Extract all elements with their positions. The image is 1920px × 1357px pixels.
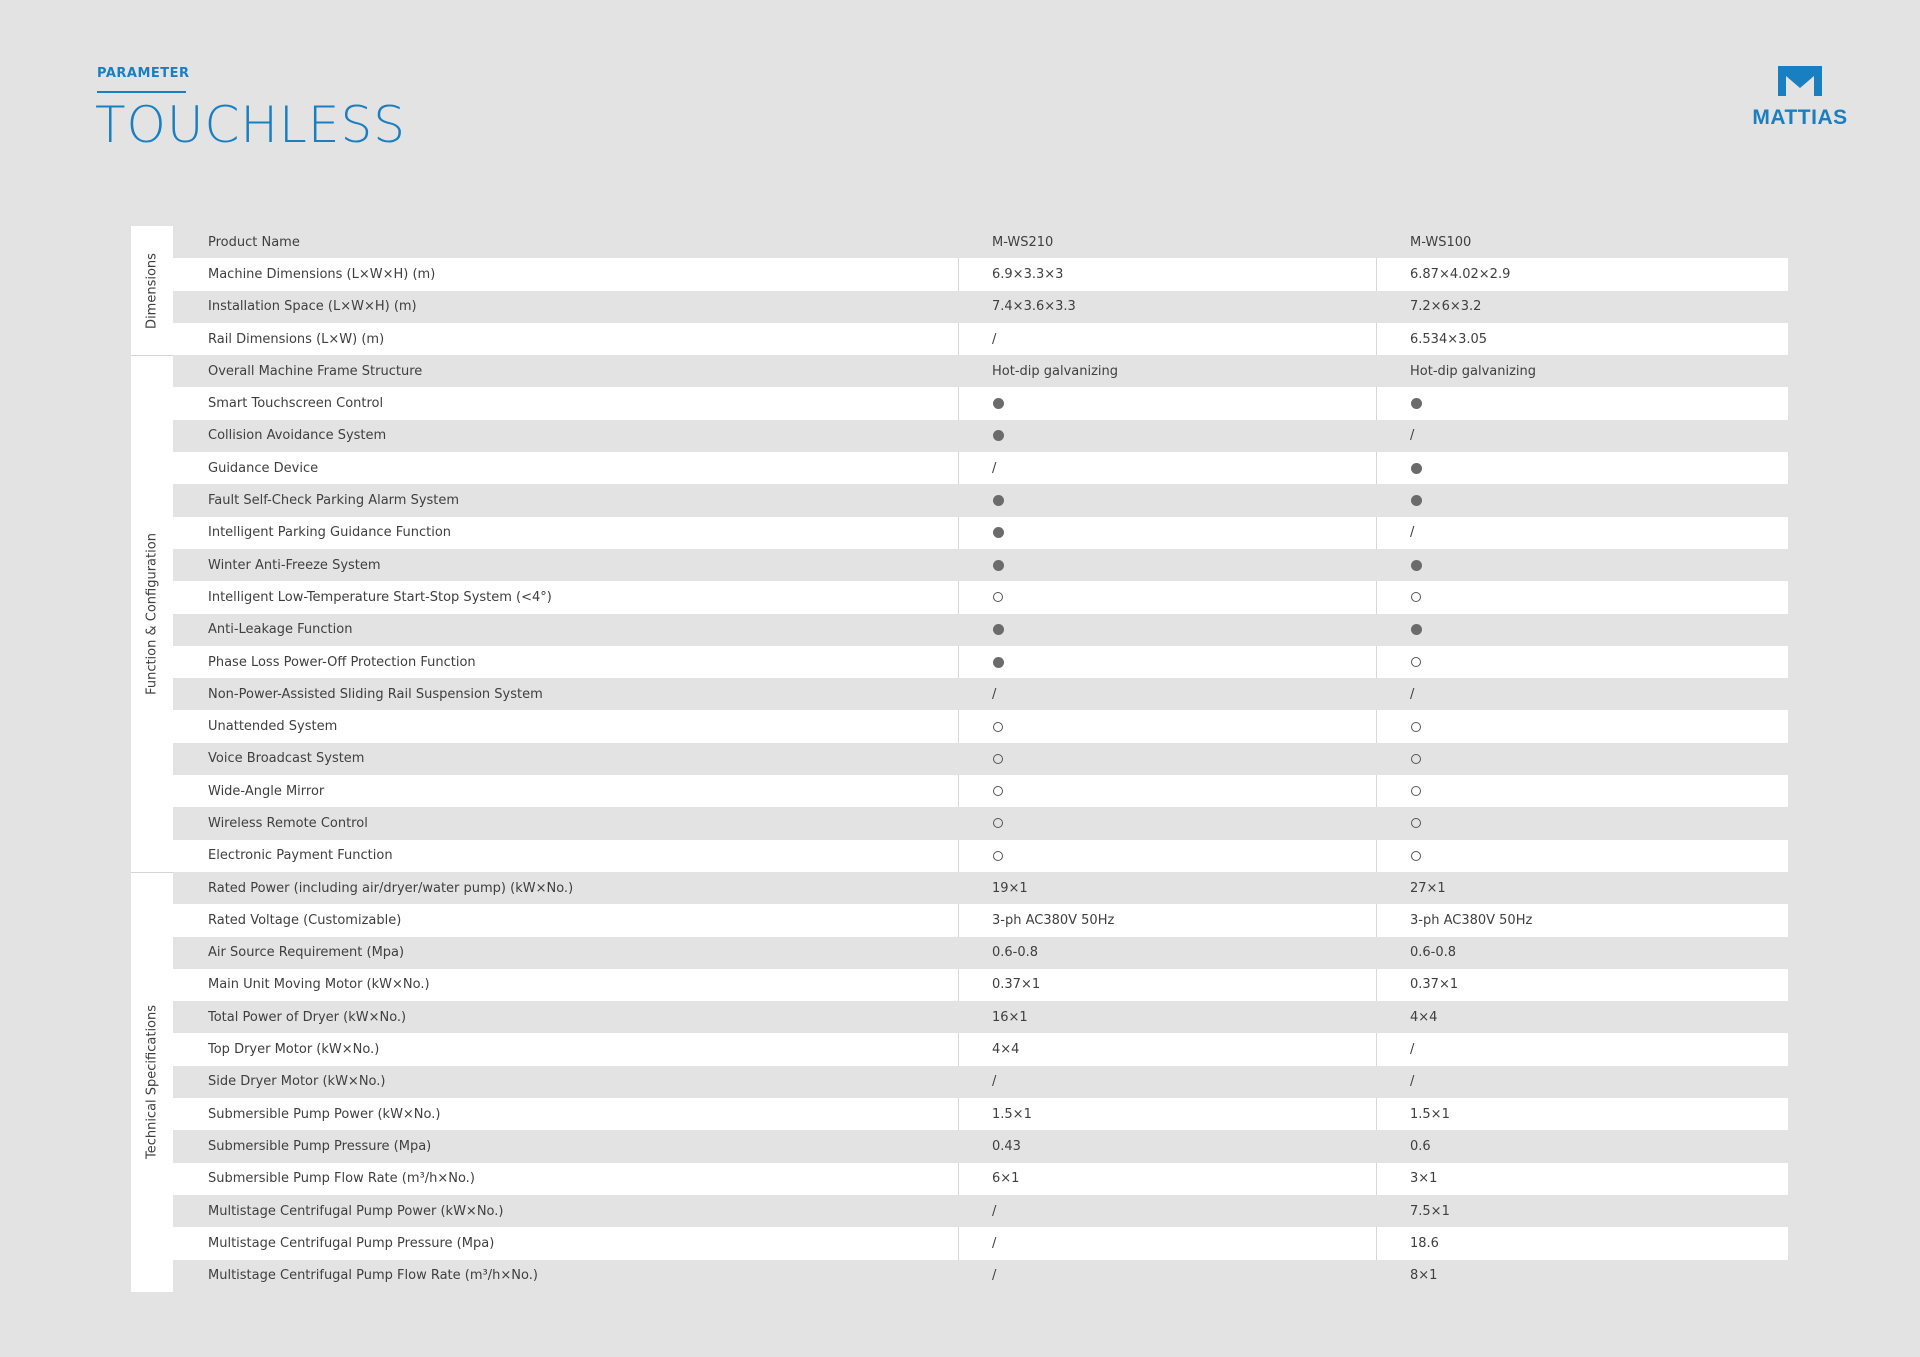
table-row (173, 1001, 1788, 1033)
cell-value: 0.6 (1410, 1138, 1431, 1154)
value-m-ws210 (958, 355, 1376, 387)
standard-feature-icon (993, 657, 1004, 668)
cell-value: 4×4 (1410, 1009, 1438, 1025)
parameter-name: Multistage Centrifugal Pump Pressure (Mpa) (208, 1235, 495, 1251)
parameter-name: Total Power of Dryer (kW×No.) (208, 1009, 407, 1025)
standard-feature-icon (1411, 463, 1422, 474)
cell-value: 6.534×3.05 (1410, 331, 1488, 347)
table-row (173, 581, 1788, 613)
value-m-ws210 (958, 549, 1376, 581)
optional-feature-icon (1411, 754, 1421, 764)
parameter-name: Guidance Device (208, 460, 319, 476)
value-m-ws100 (1376, 646, 1788, 678)
standard-feature-icon (1411, 495, 1422, 506)
value-m-ws100 (1376, 452, 1788, 484)
value-m-ws210 (958, 710, 1376, 742)
value-m-ws210 (958, 517, 1376, 549)
cell-value: 3×1 (1410, 1171, 1438, 1187)
value-m-ws100 (1376, 678, 1788, 710)
value-m-ws100 (1376, 1033, 1788, 1065)
cell-value: 7.5×1 (1410, 1203, 1450, 1219)
parameter-name: Unattended System (208, 719, 338, 735)
value-m-ws100 (1376, 614, 1788, 646)
parameter-name: Top Dryer Motor (kW×No.) (208, 1042, 380, 1058)
table-row (173, 937, 1788, 969)
table-row (173, 1195, 1788, 1227)
cell-value: / (1410, 525, 1415, 541)
cell-value: 16×1 (992, 1009, 1028, 1025)
page-title: TOUCHLESS (95, 96, 406, 154)
cell-value: 0.37×1 (992, 977, 1041, 993)
table-row (173, 484, 1788, 516)
cell-value: 6×1 (992, 1171, 1020, 1187)
value-m-ws100 (1376, 323, 1788, 355)
table-row (173, 969, 1788, 1001)
standard-feature-icon (993, 495, 1004, 506)
cell-value: Hot-dip galvanizing (1410, 363, 1537, 379)
parameter-name: Air Source Requirement (Mpa) (208, 945, 405, 961)
value-m-ws210 (958, 646, 1376, 678)
parameter-name: Rail Dimensions (L×W) (m) (208, 331, 385, 347)
value-m-ws100 (1376, 1260, 1788, 1292)
parameter-name: Main Unit Moving Motor (kW×No.) (208, 977, 430, 993)
cell-value: 4×4 (992, 1042, 1020, 1058)
value-m-ws100 (1376, 872, 1788, 904)
cell-value: / (992, 1203, 997, 1219)
parameter-name: Submersible Pump Pressure (Mpa) (208, 1138, 432, 1154)
table-row (173, 614, 1788, 646)
parameter-name: Non-Power-Assisted Sliding Rail Suspension System (208, 686, 543, 702)
parameter-name: Voice Broadcast System (208, 751, 365, 767)
cell-value: / (992, 331, 997, 347)
table-row (173, 1163, 1788, 1195)
optional-feature-icon (1411, 592, 1421, 602)
standard-feature-icon (993, 527, 1004, 538)
cell-value: 0.43 (992, 1138, 1021, 1154)
logo-wordmark: MATTIAS (1752, 106, 1848, 129)
value-m-ws100 (1376, 1001, 1788, 1033)
table-row (173, 872, 1788, 904)
value-m-ws100 (1376, 1130, 1788, 1162)
value-m-ws210 (958, 291, 1376, 323)
value-m-ws100 (1376, 484, 1788, 516)
value-m-ws100 (1376, 1163, 1788, 1195)
table-row (173, 678, 1788, 710)
parameter-name: Rated Power (including air/dryer/water pump) (kW×No.) (208, 880, 574, 896)
standard-feature-icon (993, 624, 1004, 635)
value-m-ws210 (958, 1260, 1376, 1292)
value-m-ws210 (958, 420, 1376, 452)
value-m-ws210 (958, 581, 1376, 613)
value-m-ws210 (958, 743, 1376, 775)
cell-value: 3-ph AC380V 50Hz (1410, 912, 1533, 928)
table-section (131, 226, 1788, 355)
value-m-ws100 (1376, 840, 1788, 872)
value-m-ws100 (1376, 904, 1788, 936)
cell-value: / (1410, 428, 1415, 444)
optional-feature-icon (993, 786, 1003, 796)
value-m-ws100 (1376, 387, 1788, 419)
table-row (173, 904, 1788, 936)
section-label-cell (131, 872, 173, 1292)
table-row (173, 1033, 1788, 1065)
table-row (173, 840, 1788, 872)
standard-feature-icon (1411, 560, 1422, 571)
parameter-name: Submersible Pump Power (kW×No.) (208, 1106, 441, 1122)
value-m-ws210 (958, 1066, 1376, 1098)
optional-feature-icon (1411, 851, 1421, 861)
value-m-ws100 (1376, 937, 1788, 969)
value-m-ws210 (958, 323, 1376, 355)
parameter-name: Product Name (208, 234, 300, 250)
table-row (173, 226, 1788, 258)
value-m-ws210 (958, 387, 1376, 419)
table-section (131, 872, 1788, 1292)
table-row (173, 1260, 1788, 1292)
optional-feature-icon (993, 592, 1003, 602)
mattias-m-logo-icon (1776, 64, 1824, 98)
cell-value: Hot-dip galvanizing (992, 363, 1119, 379)
value-m-ws210 (958, 840, 1376, 872)
cell-value: 0.37×1 (1410, 977, 1459, 993)
section-divider (131, 872, 173, 873)
section-label: Technical Specifications (144, 1004, 160, 1159)
cell-value: 8×1 (1410, 1268, 1438, 1284)
standard-feature-icon (1411, 624, 1422, 635)
parameter-name: Multistage Centrifugal Pump Flow Rate (m³/h×No.) (208, 1268, 538, 1284)
cell-value: 7.4×3.6×3.3 (992, 299, 1076, 315)
cell-value: / (992, 686, 997, 702)
value-m-ws210 (958, 1001, 1376, 1033)
cell-value: 0.6-0.8 (1410, 945, 1457, 961)
parameter-name: Intelligent Low-Temperature Start-Stop System (<4°) (208, 589, 552, 605)
table-row (173, 743, 1788, 775)
value-m-ws100 (1376, 291, 1788, 323)
cell-value: 6.9×3.3×3 (992, 266, 1064, 282)
optional-feature-icon (993, 851, 1003, 861)
value-m-ws100 (1376, 517, 1788, 549)
parameter-name: Multistage Centrifugal Pump Power (kW×No.) (208, 1203, 504, 1219)
section-rows (173, 872, 1788, 1292)
table-row (173, 258, 1788, 290)
value-m-ws100 (1376, 969, 1788, 1001)
cell-value: / (1410, 1074, 1415, 1090)
value-m-ws100 (1376, 1227, 1788, 1259)
value-m-ws100 (1376, 549, 1788, 581)
table-row (173, 517, 1788, 549)
standard-feature-icon (993, 560, 1004, 571)
value-m-ws100 (1376, 1098, 1788, 1130)
section-divider (131, 355, 173, 356)
value-m-ws210 (958, 1098, 1376, 1130)
parameter-name: Wireless Remote Control (208, 815, 368, 831)
parameter-name: Winter Anti-Freeze System (208, 557, 381, 573)
value-m-ws210 (958, 678, 1376, 710)
value-m-ws210 (958, 1163, 1376, 1195)
table-row (173, 355, 1788, 387)
header-kicker: PARAMETER (97, 66, 190, 81)
optional-feature-icon (1411, 818, 1421, 828)
cell-value: 18.6 (1410, 1235, 1439, 1251)
value-m-ws210 (958, 807, 1376, 839)
table-row (173, 1098, 1788, 1130)
standard-feature-icon (1411, 398, 1422, 409)
value-m-ws210 (958, 937, 1376, 969)
section-label-cell (131, 226, 173, 355)
optional-feature-icon (1411, 786, 1421, 796)
cell-value: / (992, 1074, 997, 1090)
section-label-cell (131, 355, 173, 872)
value-m-ws210 (958, 226, 1376, 258)
value-m-ws210 (958, 904, 1376, 936)
table-row (173, 1130, 1788, 1162)
value-m-ws100 (1376, 226, 1788, 258)
value-m-ws210 (958, 1195, 1376, 1227)
standard-feature-icon (993, 430, 1004, 441)
table-row (173, 387, 1788, 419)
optional-feature-icon (1411, 722, 1421, 732)
value-m-ws100 (1376, 258, 1788, 290)
value-m-ws100 (1376, 807, 1788, 839)
cell-value: 19×1 (992, 880, 1028, 896)
value-m-ws210 (958, 1227, 1376, 1259)
value-m-ws100 (1376, 420, 1788, 452)
value-m-ws210 (958, 484, 1376, 516)
cell-value: / (1410, 686, 1415, 702)
parameter-name: Electronic Payment Function (208, 848, 393, 864)
cell-value: / (992, 1268, 997, 1284)
value-m-ws210 (958, 872, 1376, 904)
cell-value: 6.87×4.02×2.9 (1410, 266, 1511, 282)
parameter-name: Phase Loss Power-Off Protection Function (208, 654, 476, 670)
parameter-name: Fault Self-Check Parking Alarm System (208, 493, 460, 509)
cell-value: 1.5×1 (1410, 1106, 1450, 1122)
table-section (131, 355, 1788, 872)
table-row (173, 549, 1788, 581)
value-m-ws210 (958, 1130, 1376, 1162)
table-row (173, 775, 1788, 807)
brand-logo (1740, 64, 1860, 134)
cell-value: 3-ph AC380V 50Hz (992, 912, 1115, 928)
value-m-ws210 (958, 258, 1376, 290)
table-row (173, 807, 1788, 839)
standard-feature-icon (993, 398, 1004, 409)
cell-value: M-WS100 (1410, 234, 1472, 250)
value-m-ws100 (1376, 1066, 1788, 1098)
header-kicker-underline (97, 91, 186, 93)
parameter-name: Side Dryer Motor (kW×No.) (208, 1074, 386, 1090)
table-row (173, 710, 1788, 742)
parameter-name: Overall Machine Frame Structure (208, 363, 423, 379)
value-m-ws100 (1376, 710, 1788, 742)
parameter-name: Collision Avoidance System (208, 428, 387, 444)
value-m-ws210 (958, 452, 1376, 484)
cell-value: M-WS210 (992, 234, 1054, 250)
cell-value: 7.2×6×3.2 (1410, 299, 1482, 315)
parameter-name: Submersible Pump Flow Rate (m³/h×No.) (208, 1171, 475, 1187)
parameter-table (131, 226, 1788, 1292)
section-rows (173, 226, 1788, 355)
parameter-name: Rated Voltage (Customizable) (208, 912, 402, 928)
optional-feature-icon (993, 754, 1003, 764)
cell-value: / (992, 460, 997, 476)
value-m-ws100 (1376, 1195, 1788, 1227)
optional-feature-icon (993, 722, 1003, 732)
table-row (173, 452, 1788, 484)
value-m-ws210 (958, 1033, 1376, 1065)
table-row (173, 323, 1788, 355)
section-rows (173, 355, 1788, 872)
section-label: Dimensions (144, 252, 160, 329)
table-row (173, 646, 1788, 678)
section-label: Function & Configuration (144, 532, 160, 695)
parameter-name: Smart Touchscreen Control (208, 396, 384, 412)
parameter-name: Anti-Leakage Function (208, 622, 353, 638)
table-row (173, 1066, 1788, 1098)
cell-value: 0.6-0.8 (992, 945, 1039, 961)
table-row (173, 420, 1788, 452)
value-m-ws210 (958, 775, 1376, 807)
parameter-name: Installation Space (L×W×H) (m) (208, 299, 417, 315)
value-m-ws100 (1376, 743, 1788, 775)
cell-value: 27×1 (1410, 880, 1446, 896)
value-m-ws210 (958, 614, 1376, 646)
table-row (173, 1227, 1788, 1259)
value-m-ws210 (958, 969, 1376, 1001)
cell-value: / (1410, 1042, 1415, 1058)
table-row (173, 291, 1788, 323)
parameter-name: Wide-Angle Mirror (208, 783, 325, 799)
cell-value: / (992, 1235, 997, 1251)
cell-value: 1.5×1 (992, 1106, 1032, 1122)
parameter-name: Intelligent Parking Guidance Function (208, 525, 452, 541)
value-m-ws100 (1376, 355, 1788, 387)
optional-feature-icon (993, 818, 1003, 828)
parameter-name: Machine Dimensions (L×W×H) (m) (208, 266, 436, 282)
value-m-ws100 (1376, 775, 1788, 807)
optional-feature-icon (1411, 657, 1421, 667)
value-m-ws100 (1376, 581, 1788, 613)
